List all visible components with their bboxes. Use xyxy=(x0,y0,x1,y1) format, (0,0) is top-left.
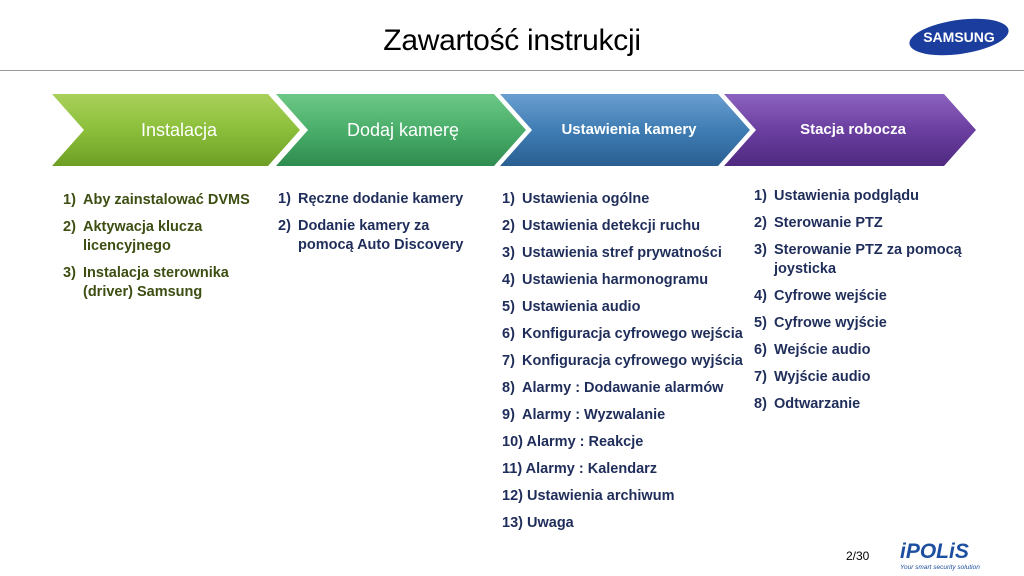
title-divider xyxy=(0,70,1024,71)
list-item: 8) Odtwarzanie xyxy=(754,396,861,412)
page-number: 2/30 xyxy=(846,549,870,563)
list-item: 2) Dodanie kamery za pomocą Auto Discovery xyxy=(278,218,464,253)
step-label-dodaj-kamere: Dodaj kamerę xyxy=(346,120,460,140)
list-item: 1) Ustawienia podglądu xyxy=(754,188,920,204)
list-item: 11) Alarmy : Kalendarz xyxy=(502,461,658,477)
samsung-logo xyxy=(908,16,1010,58)
list-dodaj-kamere xyxy=(278,190,478,263)
step-label-stacja-robocza: Stacja robocza xyxy=(800,121,906,138)
list-item: 1) Ręczne dodanie kamery xyxy=(278,191,464,207)
samsung-logo-text: SAMSUNG xyxy=(923,29,995,45)
list-item: 9) Alarmy : Wyzwalanie xyxy=(502,407,666,423)
list-item: 1) Ustawienia ogólne xyxy=(502,191,650,207)
list-item: 1) Aby zainstalować DVMS xyxy=(63,192,250,208)
list-item: 3) Ustawienia stref prywatności xyxy=(502,245,722,261)
list-item: 7) Konfiguracja cyfrowego wyjścia xyxy=(502,353,743,369)
list-item: 7) Wyjście audio xyxy=(754,369,871,385)
list-item: 8) Alarmy : Dodawanie alarmów xyxy=(502,380,724,396)
page-title: Zawartość instrukcji xyxy=(383,24,641,57)
list-item: 12) Ustawienia archiwum xyxy=(502,488,675,504)
list-item: 2) Aktywacja klucza licencyjnego xyxy=(63,219,203,254)
step-label-instalacja: Instalacja xyxy=(140,120,218,140)
list-instalacja xyxy=(63,191,263,310)
ipolis-logo-text: iPOLiS xyxy=(900,540,969,563)
list-item: 4) Cyfrowe wejście xyxy=(754,288,887,304)
list-item: 2) Sterowanie PTZ xyxy=(754,215,883,231)
list-item: 10) Alarmy : Reakcje xyxy=(502,434,644,450)
ipolis-logo xyxy=(898,538,1008,572)
list-ustawienia-kamery xyxy=(502,190,752,541)
list-item: 3) Sterowanie PTZ za pomocą joysticka xyxy=(754,242,962,277)
list-item: 6) Konfiguracja cyfrowego wejścia xyxy=(502,326,743,342)
step-label-ustawienia-kamery: Ustawienia kamery xyxy=(561,121,697,138)
list-item: 6) Wejście audio xyxy=(754,342,871,358)
list-item: 4) Ustawienia harmonogramu xyxy=(502,272,709,288)
list-item: 13) Uwaga xyxy=(502,515,574,531)
list-item: 3) Instalacja sterownika (driver) Samsung xyxy=(63,265,229,300)
list-item: 5) Cyfrowe wyjście xyxy=(754,315,887,331)
list-stacja-robocza xyxy=(754,187,984,422)
list-item: 5) Ustawienia audio xyxy=(502,299,641,315)
list-item: 2) Ustawienia detekcji ruchu xyxy=(502,218,701,234)
ipolis-tagline: Your smart security solution xyxy=(900,564,980,571)
